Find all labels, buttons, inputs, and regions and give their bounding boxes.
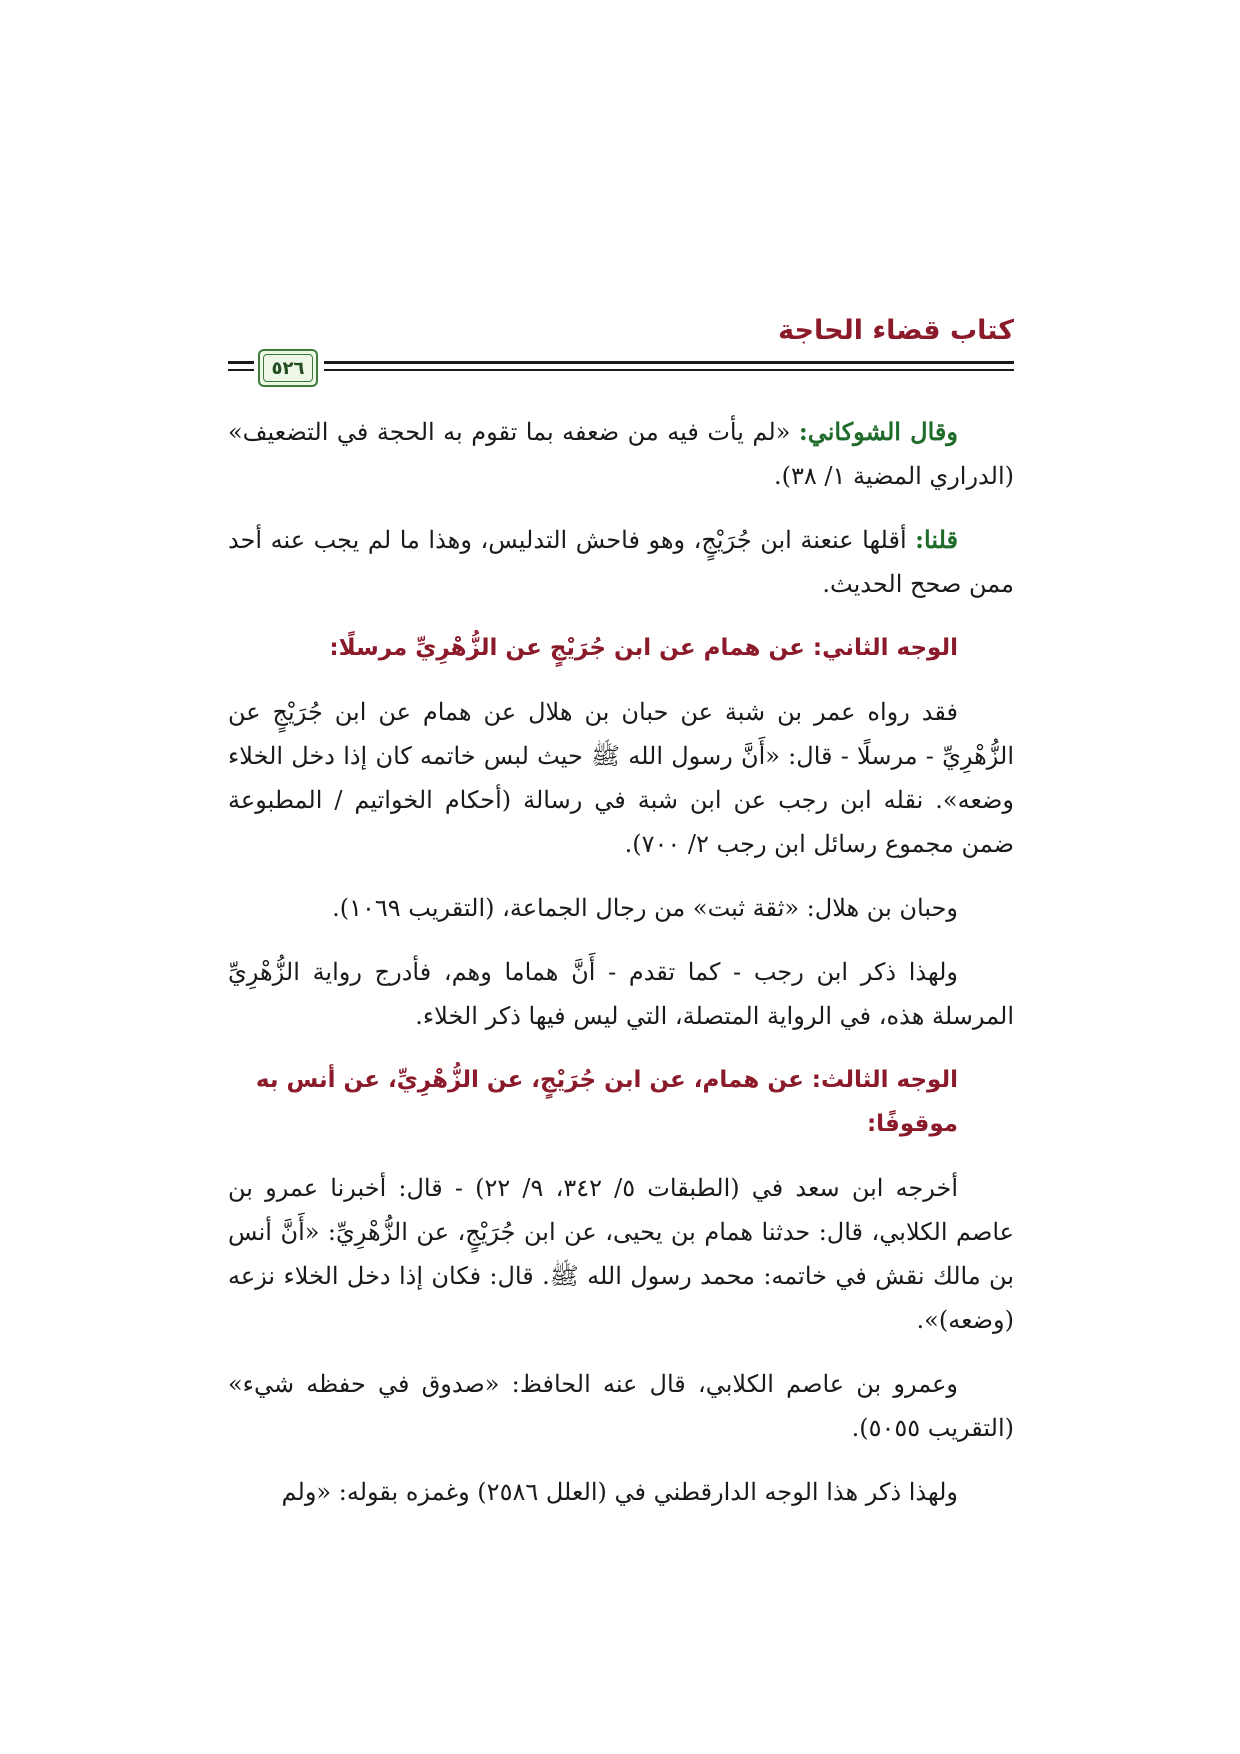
page-number: ٥٢٦ xyxy=(271,357,305,379)
book-title: كتاب قضاء الحاجة xyxy=(778,315,1014,346)
paragraph-text: «لم يأت فيه من ضعفه بما تقوم به الحجة في التضعيف» (الدراري المضية ١/ ٣٨). xyxy=(228,418,1014,490)
paragraph-qulna xyxy=(228,518,1014,606)
paragraph-lead: قلنا: xyxy=(915,525,958,554)
header-rule-left-bottom xyxy=(228,369,254,371)
paragraph-daraqutni: ولهذا ذكر هذا الوجه الدارقطني في (العلل ٢٥٨٦) وغمزه بقوله: «ولم xyxy=(281,1478,958,1506)
paragraph-lead: وقال الشوكاني: xyxy=(798,417,958,446)
page-number-badge xyxy=(258,349,318,387)
header-rule-top xyxy=(324,361,1014,364)
page-body xyxy=(228,410,1014,1534)
page-header xyxy=(228,315,1014,393)
paragraph-shawkani xyxy=(228,410,1014,498)
paragraph-amr-ibn-asim: وعمرو بن عاصم الكلابي، قال عنه الحافظ: «صدوق في حفظه شيء» (التقريب ٥٠٥٥). xyxy=(228,1370,1014,1442)
section-heading-second: الوجه الثاني: عن همام عن ابن جُرَيْجٍ عن الزُّهْرِيِّ مرسلًا: xyxy=(329,635,958,661)
section-heading-third: الوجه الثالث: عن همام، عن ابن جُرَيْجٍ، عن الزُّهْرِيِّ، عن أنس به موقوفًا: xyxy=(255,1067,958,1137)
paragraph-ibn-rajab: ولهذا ذكر ابن رجب - كما تقدم - أَنَّ هماما وهم، فأدرج رواية الزُّهْرِيِّ المرسلة هذه، في الرواية المتصلة، التي ليس فيها ذكر الخلاء. xyxy=(228,958,1014,1030)
header-rule-left-top xyxy=(228,361,254,364)
paragraph-umar-ibn-shabba: فقد رواه عمر بن شبة عن حبان بن هلال عن همام عن ابن جُرَيْجٍ عن الزُّهْرِيِّ - مرسلًا - قال: «أَنَّ رسول الله ﷺ حيث لبس خاتمه كان إذا دخل الخلاء وضعه». نقله ابن رجب عن ابن شبة في رسالة (أحكام الخواتيم / المطبوعة ضمن مجموع رسائل ابن رجب ٢/ ٧٠٠). xyxy=(228,698,1014,858)
paragraph-hibban: وحبان بن هلال: «ثقة ثبت» من رجال الجماعة، (التقريب ١٠٦٩). xyxy=(332,894,958,922)
header-rule-bottom xyxy=(324,369,1014,371)
paragraph-ibn-saad: أخرجه ابن سعد في (الطبقات ٥/ ٣٤٢، ٩/ ٢٢) - قال: أخبرنا عمرو بن عاصم الكلابي، قال: حدثنا همام بن يحيى، عن ابن جُرَيْجٍ، عن الزُّهْرِيِّ: «أَنَّ أنس بن مالك نقش في خاتمه: محمد رسول الله ﷺ. قال: فكان إذا دخل الخلاء نزعه (وضعه)». xyxy=(228,1174,1014,1334)
paragraph-text: أقلها عنعنة ابن جُرَيْجٍ، وهو فاحش التدليس، وهذا ما لم يجب عنه أحد ممن صحح الحديث. xyxy=(228,526,1014,598)
